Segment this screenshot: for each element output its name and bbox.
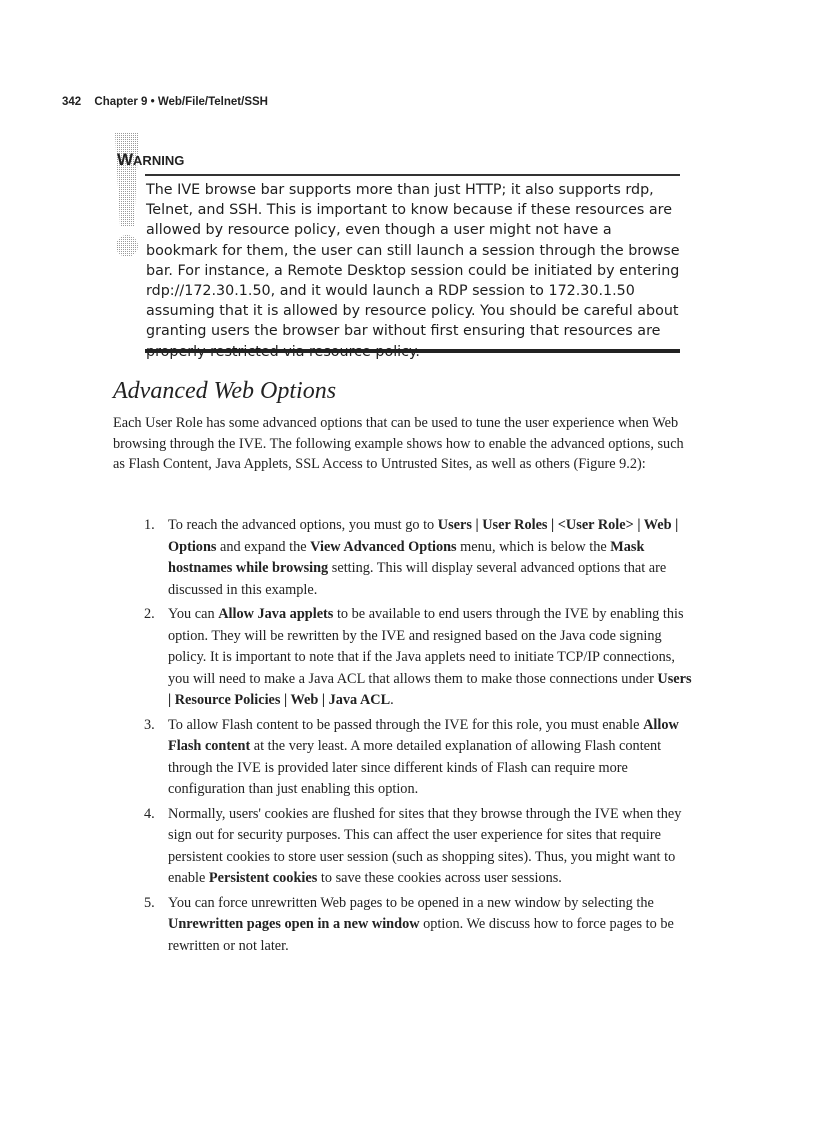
running-header bbox=[62, 96, 268, 108]
step-number: 1. bbox=[144, 517, 155, 533]
warning-top-rule bbox=[145, 174, 680, 176]
step-item bbox=[138, 804, 693, 890]
step-item bbox=[138, 604, 693, 712]
step-text: You can bbox=[168, 606, 219, 622]
step-text: setting. This will display several advanced options that are discussed in this example. bbox=[168, 560, 667, 598]
step-text: and expand the bbox=[216, 538, 311, 555]
intro-paragraph: Each User Role has some advanced options that can be used to tune the user experience when Web browsing through the IVE. The following example shows how to enable the advanced options, such as Flash Content, Java Applets, SSL Access to Untrusted Sites, as well as others (Figure 9.2): bbox=[113, 415, 684, 473]
step-text: option. We discuss how to force pages to be rewritten or not later. bbox=[168, 916, 674, 954]
step-text: To allow Flash content to be passed through the IVE for this role, you must enable bbox=[168, 716, 644, 733]
page-number: 342 bbox=[62, 96, 82, 108]
step-bold-term: View Advanced Options bbox=[310, 538, 457, 555]
step-bold-term: Allow Java applets bbox=[218, 606, 334, 622]
section-title: Advanced Web Options bbox=[113, 378, 337, 404]
warning-bottom-rule bbox=[145, 349, 680, 353]
steps-list bbox=[138, 515, 693, 960]
step-item bbox=[138, 893, 693, 958]
step-text: You can force unrewritten Web pages to be opened in a new window by selecting the bbox=[168, 894, 654, 911]
warning-text: The IVE browse bar supports more than just HTTP; it also supports rdp, Telnet, and SSH. This is important to know because if these resources are allowed by resource policy, even though a user might not have a bookmark for them, the user can still launch a session through the browse bar. For instance, a Remote Desktop session could be initiated by entering rdp://172.30.1.50, and it would launch a RDP session to 172.30.1.50 assuming that it is allowed by resource policy. You should be careful about granting users the browser bar without first ensuring that resources are bbox=[146, 182, 680, 340]
step-number: 5. bbox=[144, 894, 155, 911]
warning-heading: WARNING bbox=[117, 150, 185, 169]
step-number: 4. bbox=[144, 805, 155, 822]
step-bold-term: Persistent cookies bbox=[208, 870, 318, 886]
step-item bbox=[138, 715, 693, 801]
step-text: To reach the advanced options, you must go to bbox=[168, 517, 438, 533]
chapter-title: Chapter 9 • Web/File/Telnet/SSH bbox=[94, 96, 268, 108]
step-bold-term: Unrewritten pages open in a new window bbox=[168, 916, 420, 932]
step-number: 3. bbox=[144, 716, 155, 733]
step-number: 2. bbox=[144, 606, 155, 622]
step-bold-term: Mask hostnames while browsing bbox=[168, 538, 645, 576]
step-text: to be available to end users through the IVE by enabling this option. They will be rewritten by the IVE and resigned based on the Java code signing policy. It is important to note that if the Java applets need to initiate TCP/IP connections, you will need to make a Java ACL that allows them to make those connections under bbox=[168, 606, 684, 687]
step-item bbox=[138, 515, 693, 601]
step-text: . bbox=[390, 692, 394, 708]
step-text: menu, which is below the bbox=[456, 538, 611, 555]
step-text: at the very least. A more detailed explanation of allowing Flash content through the IVE is provided later since different kinds of Flash can require more configuration than just enabling this option. bbox=[168, 738, 662, 797]
step-text: to save these cookies across user sessions. bbox=[317, 870, 562, 886]
step-bold-term: Users | Resource Policies | Web | Java ACL bbox=[168, 670, 692, 708]
step-text: Normally, users' cookies are flushed for sites that they browse through the IVE when they sign out for security purposes. This can affect the user experience for sites that require persistent cookies to store user session (such as shopping sites). Thus, you might want to enable bbox=[168, 805, 682, 886]
step-bold-term: Allow Flash content bbox=[168, 716, 679, 754]
step-bold-term: Users | User Roles | <User Role> | Web | Options bbox=[168, 517, 679, 555]
